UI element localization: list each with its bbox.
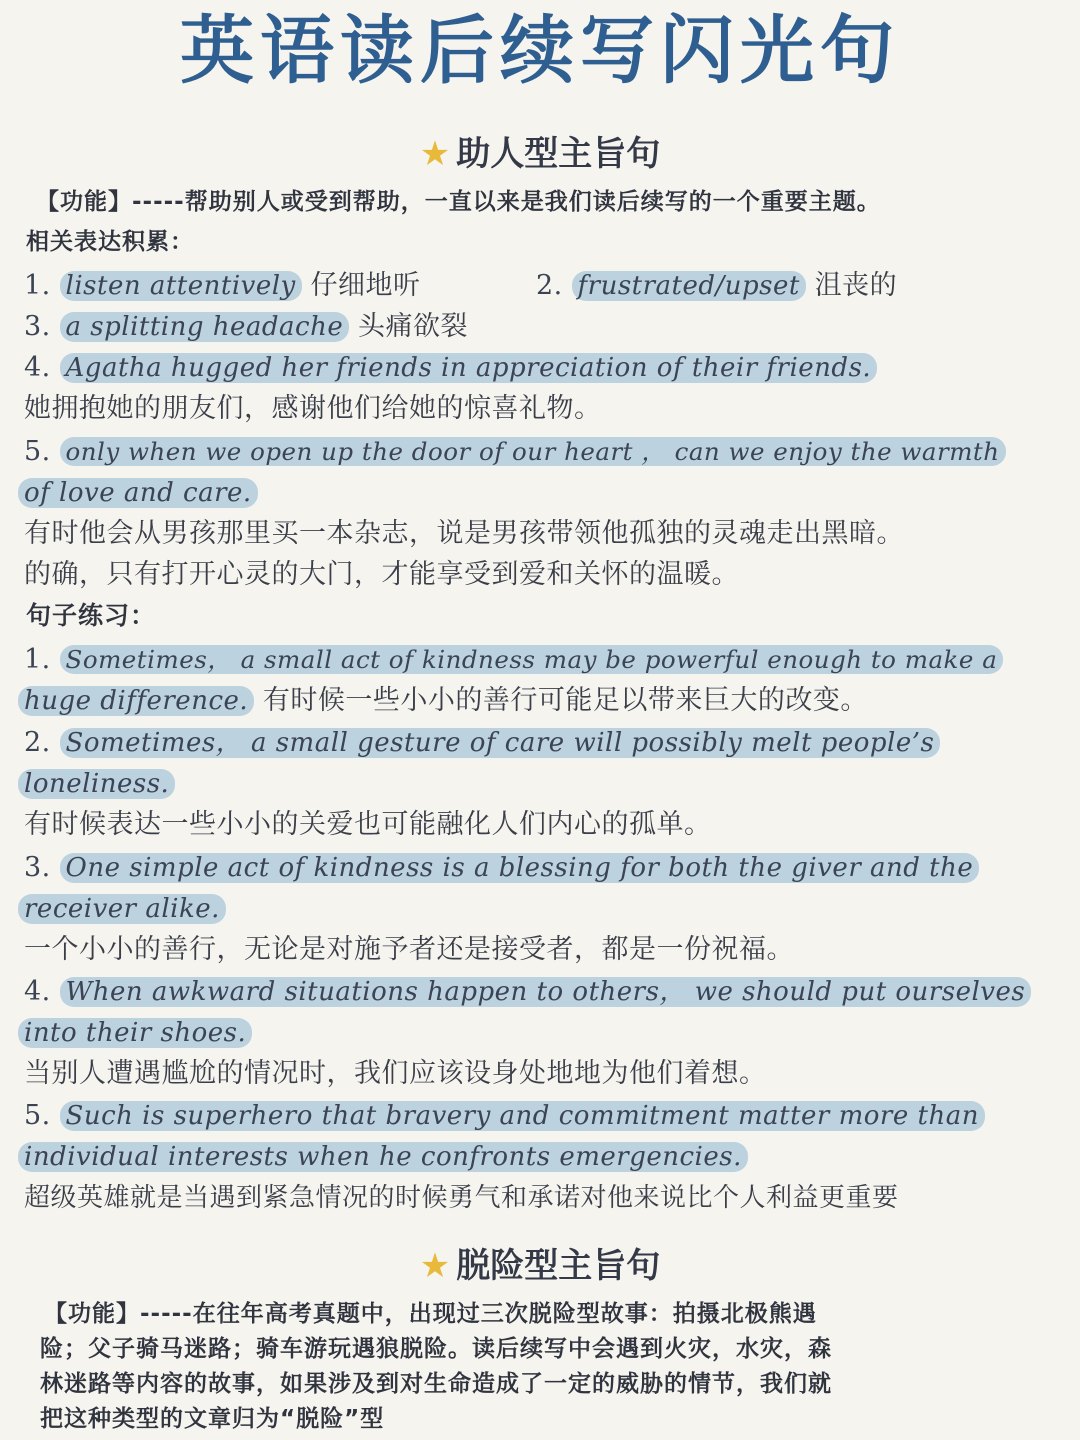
practice-english: When awkward situations happen to others， we should put ourselves	[60, 977, 1032, 1007]
practice-number: 1.	[24, 644, 51, 675]
practice-chinese: 有时候一些小小的善行可能足以带来巨大的改变。	[262, 685, 868, 716]
expression-chinese: 仔细地听	[310, 270, 421, 301]
expression-number: 3.	[24, 311, 51, 342]
practice-number: 4.	[24, 976, 51, 1007]
section-heading-helping-text: 助人型主旨句	[456, 134, 661, 174]
practice-1-cont	[18, 681, 868, 721]
expression-chinese: 沮丧的	[814, 270, 898, 301]
practice-english: huge difference.	[18, 686, 254, 716]
expression-number: 5.	[24, 436, 51, 467]
practice-3-cont	[18, 889, 226, 929]
section2-function-line-1: 【功能】-----在往年高考真题中，出现过三次脱险型故事：拍摄北极熊遇	[44, 1301, 817, 1327]
expression-english: frustrated/upset	[572, 271, 806, 301]
expression-5-translation-b	[24, 555, 739, 595]
practice-5-cont	[18, 1137, 748, 1177]
practice-2-cont	[18, 764, 175, 804]
practice-5	[24, 1096, 985, 1136]
expression-5-translation-a	[24, 514, 904, 554]
practice-english: into their shoes.	[18, 1018, 252, 1048]
expression-1	[24, 266, 421, 306]
section-heading-helping	[0, 132, 1080, 176]
page-title: 英语读后续写闪光句	[180, 8, 900, 94]
section2-function-line-4: 把这种类型的文章归为“脱险”型	[40, 1406, 385, 1432]
practice-3	[24, 848, 979, 888]
practice-chinese: 一个小小的善行，无论是对施予者还是接受者，都是一份祝福。	[24, 934, 794, 965]
practice-english: receiver alike.	[18, 894, 226, 924]
related-expressions-label: 相关表达积累：	[26, 229, 194, 255]
practice-4-cont	[18, 1013, 252, 1053]
expression-english: a splitting headache	[60, 312, 350, 342]
expression-5-cont	[18, 473, 258, 513]
expression-number: 4.	[24, 352, 51, 383]
expression-chinese: 有时他会从男孩那里买一本杂志，说是男孩带领他孤独的灵魂走出黑暗。	[24, 518, 904, 549]
star-icon: ★	[419, 134, 451, 174]
expression-4	[24, 348, 877, 388]
expression-chinese: 的确，只有打开心灵的大门，才能享受到爱和关怀的温暖。	[24, 559, 739, 590]
practice-2	[24, 723, 940, 763]
practice-4-translation	[24, 1054, 767, 1094]
expression-english: of love and care.	[18, 478, 258, 508]
practice-number: 2.	[24, 727, 51, 758]
section2-function-line-2: 险；父子骑马迷路；骑车游玩遇狼脱险。读后续写中会遇到火灾，水灾，森	[40, 1336, 832, 1362]
practice-english: Sometimes， a small gesture of care will possibly melt people’s	[60, 728, 941, 758]
section2-function-line-3: 林迷路等内容的故事，如果涉及到对生命造成了一定的威胁的情节，我们就	[40, 1371, 832, 1397]
section1-function: 【功能】-----帮助别人或受到帮助，一直以来是我们读后续写的一个重要主题。	[36, 189, 881, 215]
expression-chinese: 头痛欲裂	[358, 311, 469, 342]
practice-chinese: 当别人遭遇尴尬的情况时，我们应该设身处地地为他们着想。	[24, 1058, 767, 1089]
practice-1	[24, 640, 1003, 680]
practice-english: Such is superhero that bravery and commitment matter more than	[60, 1101, 985, 1131]
practice-4	[24, 972, 1031, 1012]
expression-english: only when we open up the door of our heart ， can we enjoy the warmth	[60, 437, 1006, 466]
expression-chinese: 她拥抱她的朋友们，感谢他们给她的惊喜礼物。	[24, 393, 602, 424]
practice-chinese: 超级英雄就是当遇到紧急情况的时候勇气和承诺对他来说比个人利益更重要	[24, 1183, 899, 1213]
practice-2-translation	[24, 805, 712, 845]
practice-english: loneliness.	[18, 769, 175, 799]
practice-3-translation	[24, 930, 794, 970]
expression-4-translation	[24, 389, 602, 429]
expression-number: 2.	[536, 270, 563, 301]
practice-5-translation	[24, 1178, 899, 1218]
practice-number: 3.	[24, 852, 51, 883]
practice-english: individual interests when he confronts emergencies.	[18, 1142, 748, 1172]
section-heading-escape	[0, 1244, 1080, 1288]
sentence-practice-label: 句子练习：	[26, 601, 157, 630]
expression-number: 1.	[24, 270, 51, 301]
expression-english: listen attentively	[60, 271, 302, 301]
practice-chinese: 有时候表达一些小小的关爱也可能融化人们内心的孤单。	[24, 809, 712, 840]
expression-3	[24, 307, 468, 347]
expression-5	[24, 432, 1006, 472]
practice-english: One simple act of kindness is a blessing for both the giver and the	[60, 853, 980, 883]
section-heading-escape-text: 脱险型主旨句	[456, 1246, 661, 1286]
expression-english: Agatha hugged her friends in appreciation of their friends.	[60, 353, 878, 383]
expression-2	[536, 266, 897, 306]
practice-number: 5.	[24, 1100, 51, 1131]
practice-english: Sometimes， a small act of kindness may be powerful enough to make a	[60, 645, 1004, 674]
star-icon: ★	[419, 1246, 451, 1286]
